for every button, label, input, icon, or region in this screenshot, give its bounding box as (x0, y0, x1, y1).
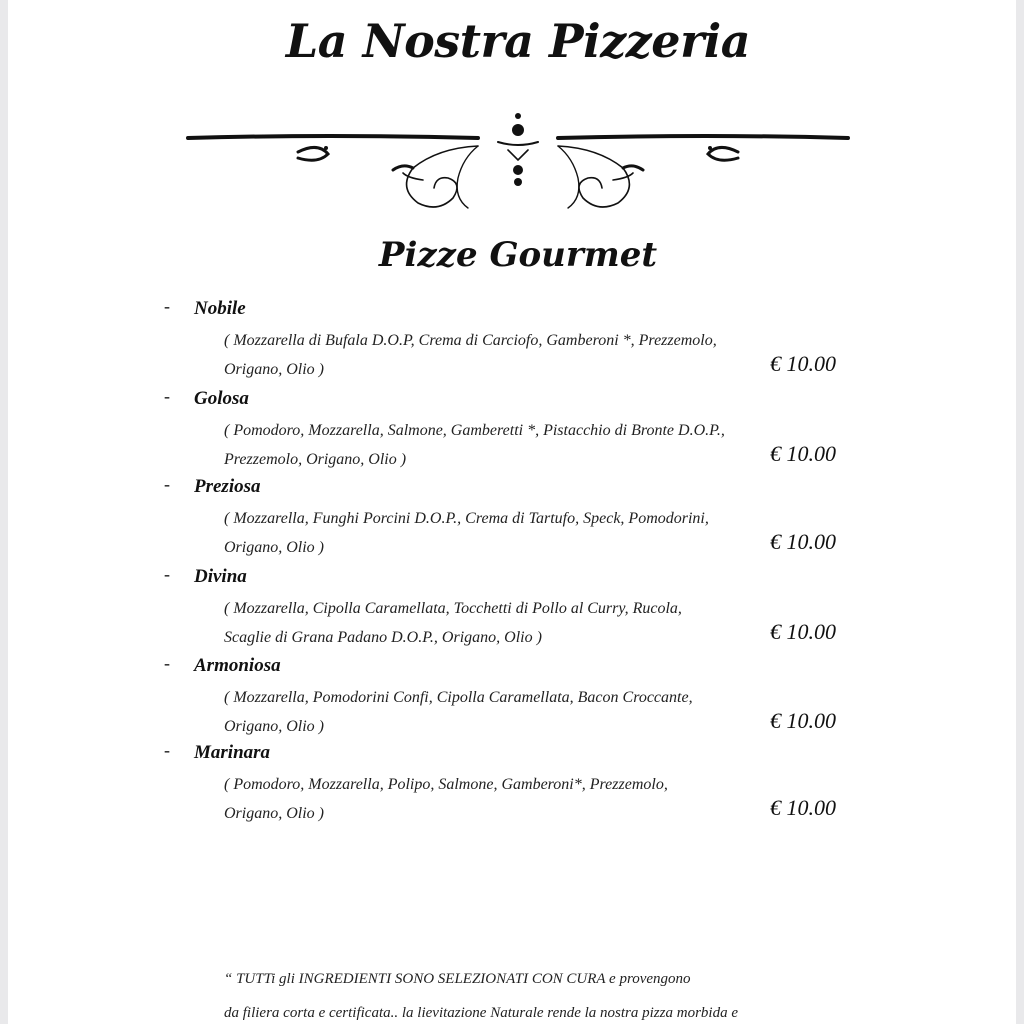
menu-page (8, 0, 1016, 1024)
section-title: Pizze Gourmet (378, 235, 658, 275)
menu-item (8, 564, 1016, 652)
menu-item (8, 296, 1016, 384)
menu-item (8, 653, 1016, 741)
footer-note (224, 962, 738, 1024)
pizza-name: Golosa (194, 388, 249, 409)
list-dash: - (164, 740, 170, 760)
menu-item (8, 474, 1016, 562)
page-title: La Nostra Pizzeria (285, 14, 751, 68)
flourish-divider-icon (178, 108, 858, 220)
ingredients-line: Origano, Olio ) (224, 718, 324, 735)
pizza-ingredients (224, 416, 725, 474)
ingredients-line: ( Mozzarella, Cipolla Caramellata, Tocchetti di Pollo al Curry, Rucola, (224, 600, 682, 617)
list-dash: - (164, 564, 170, 584)
menu-item (8, 740, 1016, 828)
list-dash: - (164, 653, 170, 673)
ingredients-line: Scaglie di Grana Padano D.O.P., Origano, Olio ) (224, 629, 542, 646)
pizza-name: Armoniosa (194, 655, 281, 676)
ingredients-line: ( Pomodoro, Mozzarella, Polipo, Salmone, Gamberoni*, Prezzemolo, (224, 776, 668, 793)
list-dash: - (164, 474, 170, 494)
pizza-ingredients (224, 504, 709, 562)
pizza-ingredients (224, 683, 693, 741)
pizza-price: € 10.00 (770, 619, 836, 644)
ingredients-line: ( Mozzarella, Pomodorini Confi, Cipolla Caramellata, Bacon Croccante, (224, 689, 693, 706)
ingredients-line: ( Mozzarella di Bufala D.O.P, Crema di Carciofo, Gamberoni *, Prezzemolo, (224, 332, 717, 349)
ingredients-line: ( Pomodoro, Mozzarella, Salmone, Gamberetti *, Pistacchio di Bronte D.O.P., (224, 422, 725, 439)
pizza-price: € 10.00 (770, 795, 836, 820)
ingredients-line: Prezzemolo, Origano, Olio ) (224, 451, 407, 468)
pizza-ingredients (224, 326, 717, 384)
pizza-price: € 10.00 (770, 351, 836, 376)
pizza-ingredients (224, 594, 682, 652)
pizza-name: Nobile (194, 298, 246, 319)
pizza-name: Preziosa (194, 476, 261, 497)
list-dash: - (164, 386, 170, 406)
pizza-name: Divina (194, 566, 247, 587)
pizza-price: € 10.00 (770, 441, 836, 466)
menu-item (8, 386, 1016, 474)
ingredients-line: Origano, Olio ) (224, 539, 324, 556)
list-dash: - (164, 296, 170, 316)
pizza-name: Marinara (194, 742, 271, 763)
ingredients-line: ( Mozzarella, Funghi Porcini D.O.P., Crema di Tartufo, Speck, Pomodorini, (224, 510, 709, 527)
pizza-price: € 10.00 (770, 708, 836, 733)
pizza-ingredients (224, 770, 668, 828)
footer-line: “ TUTTi gli INGREDIENTI SONO SELEZIONATI CON CURA e provengono (224, 971, 691, 987)
footer-line: da filiera corta e certificata.. la lievitazione Naturale rende la nostra pizza morbida e (224, 1005, 738, 1021)
ingredients-line: Origano, Olio ) (224, 361, 324, 378)
pizza-price: € 10.00 (770, 529, 836, 554)
ingredients-line: Origano, Olio ) (224, 805, 324, 822)
